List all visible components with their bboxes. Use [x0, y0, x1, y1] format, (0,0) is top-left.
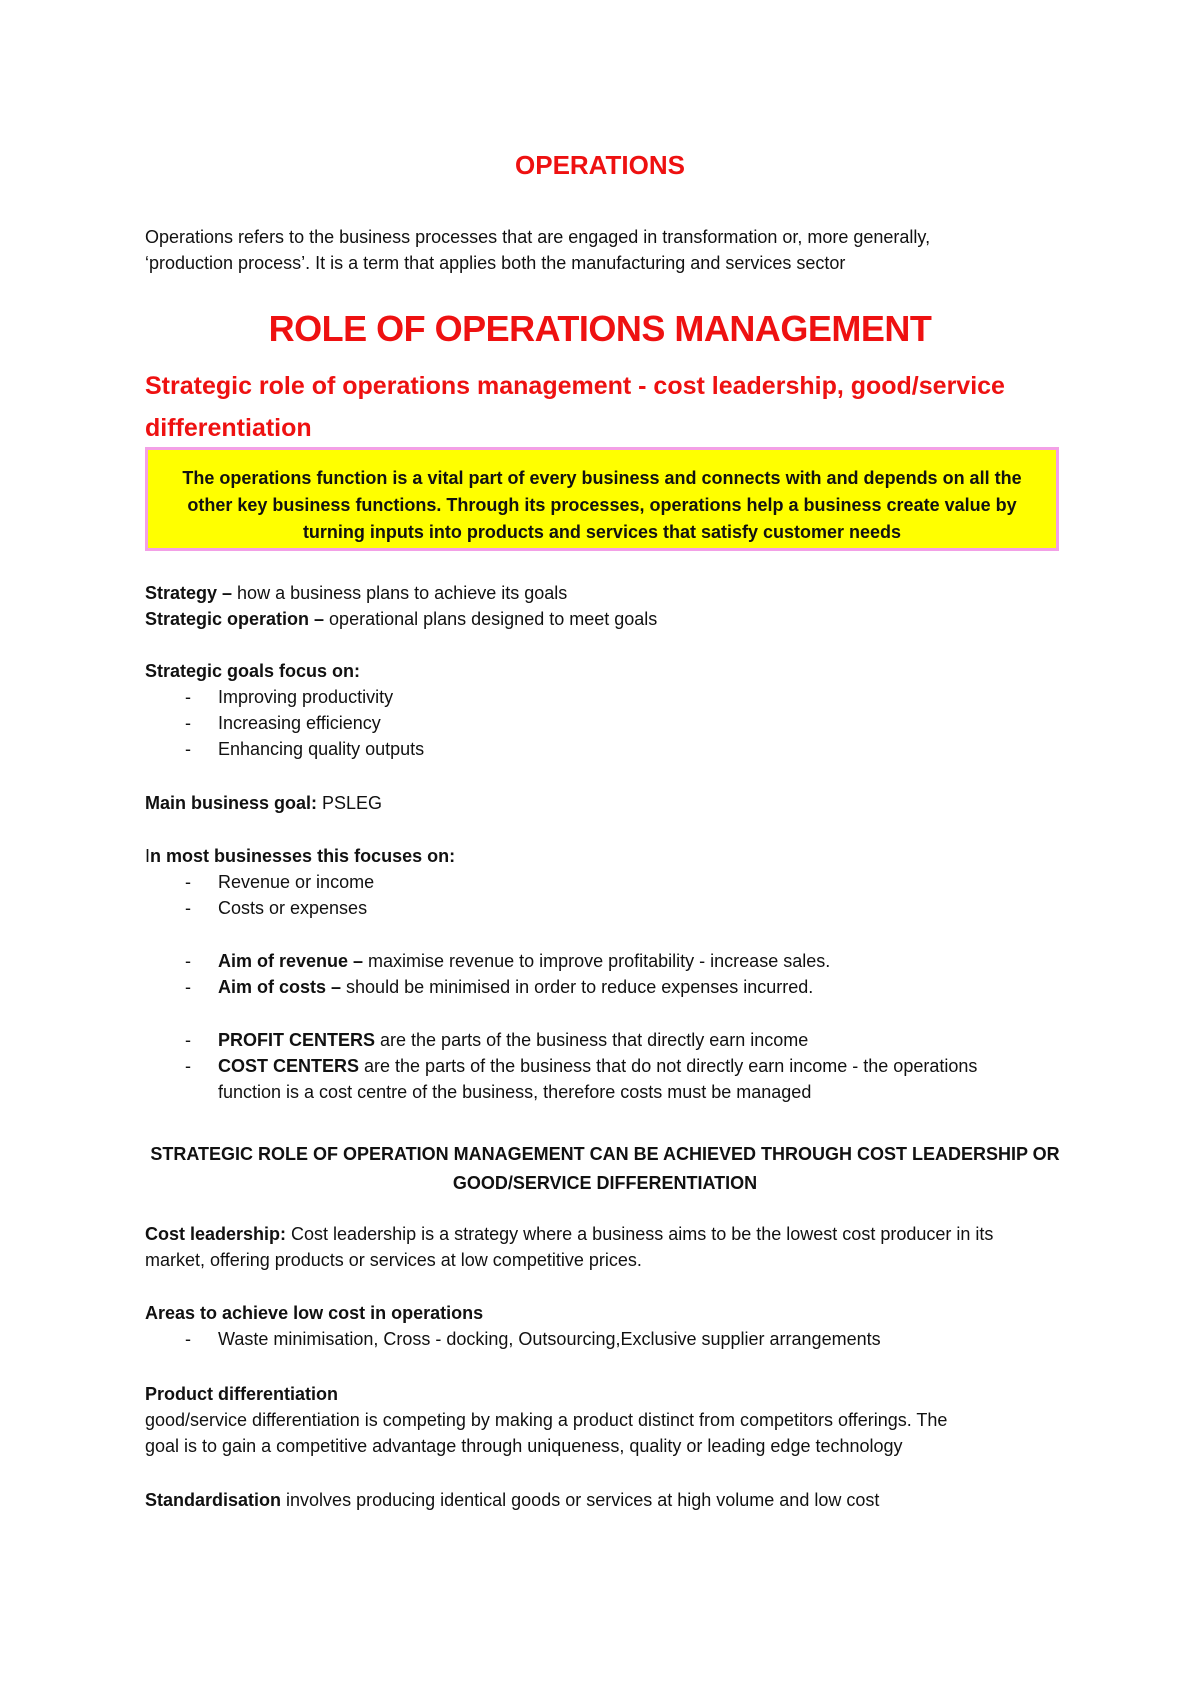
aim-of-costs-item: - Aim of costs – should be minimised in order to reduce expenses incurred. [145, 974, 1065, 1000]
statement-line-1: STRATEGIC ROLE OF OPERATION MANAGEMENT CAN BE ACHIEVED THROUGH COST LEADERSHIP OR [150, 1144, 1060, 1164]
definitions [145, 580, 1065, 632]
low-cost-areas-label: Areas to achieve low cost in operations [145, 1303, 484, 1323]
centers-section [145, 1027, 1065, 1105]
product-differentiation-line-1: good/service differentiation is competing by making a product distinct from competitors offerings. The [145, 1410, 948, 1430]
low-cost-areas-section [145, 1300, 1065, 1352]
strategic-heading-line-1: Strategic role of operations management - cost leadership, good/service [145, 372, 1005, 400]
list-item: - Enhancing quality outputs [145, 736, 1065, 762]
intro-line-1: Operations refers to the business processes that are engaged in transformation or, more generally, [145, 227, 931, 247]
cost-leadership-line-2: market, offering products or services at low competitive prices. [145, 1250, 642, 1270]
role-of-operations-title: ROLE OF OPERATIONS MANAGEMENT [268, 308, 932, 349]
list-item: - Increasing efficiency [145, 710, 1065, 736]
main-goal-label: Main business goal: [145, 793, 318, 813]
list-item: - Revenue or income [145, 869, 1065, 895]
list-item: - Improving productivity [145, 684, 1065, 710]
aim-of-revenue-item: - Aim of revenue – maximise revenue to improve profitability - increase sales. [145, 948, 1065, 974]
strategic-role-statement [145, 1140, 1065, 1198]
strategic-goals-section [145, 658, 1065, 762]
list-item: - Costs or expenses [145, 895, 1065, 921]
strategic-goals-label: Strategic goals focus on: [145, 661, 361, 681]
highlight-callout-box [145, 447, 1059, 551]
main-goal-line [145, 790, 1065, 816]
product-differentiation-section [145, 1381, 1065, 1459]
strategic-operation-text: operational plans designed to meet goals [324, 609, 658, 629]
most-businesses-list [145, 869, 1065, 921]
strategic-heading-line-2: differentiation [145, 414, 312, 442]
profit-centers-item: - PROFIT CENTERS are the parts of the business that directly earn income [145, 1027, 1065, 1053]
strategic-role-heading [145, 365, 1065, 449]
strategic-goals-list [145, 684, 1065, 762]
standardisation-section [145, 1487, 1065, 1513]
product-differentiation-line-2: goal is to gain a competitive advantage through uniqueness, quality or leading edge technology [145, 1436, 903, 1456]
cost-leadership-section [145, 1221, 1065, 1273]
cost-centers-item-continued: function is a cost centre of the business, therefore costs must be managed [218, 1082, 812, 1102]
main-goal-value: PSLEG [317, 793, 383, 813]
standardisation-label: Standardisation [145, 1490, 282, 1510]
main-goal-section [145, 790, 1065, 816]
most-businesses-section [145, 843, 1065, 921]
strategic-operation-definition [145, 606, 1065, 632]
intro-line-2: ‘production process’. It is a term that applies both the manufacturing and services sector [145, 253, 846, 273]
most-businesses-label: In most businesses this focuses on: [145, 846, 456, 866]
strategy-label: Strategy – [145, 583, 233, 603]
list-item: - Waste minimisation, Cross - docking, Outsourcing,Exclusive supplier arrangements [145, 1326, 1065, 1352]
callout-line-1: The operations function is a vital part of every business and connects with and depends on all the [182, 468, 1022, 488]
strategic-operation-label: Strategic operation – [145, 609, 325, 629]
operations-heading: OPERATIONS [515, 150, 685, 180]
callout-line-2: other key business functions. Through its processes, operations help a business create value by [187, 495, 1017, 515]
statement-line-2: GOOD/SERVICE DIFFERENTIATION [452, 1173, 758, 1193]
strategy-text: how a business plans to achieve its goals [232, 583, 568, 603]
intro-paragraph [145, 224, 1065, 276]
cost-leadership-line-1: Cost leadership: Cost leadership is a strategy where a business aims to be the lowest cost producer in its [145, 1224, 994, 1244]
aims-section [145, 948, 1065, 1000]
cost-leadership-label: Cost leadership: [145, 1224, 287, 1244]
product-differentiation-label: Product differentiation [145, 1384, 338, 1404]
cost-centers-item: - COST CENTERS are the parts of the business that do not directly earn income - the operations [145, 1053, 1065, 1079]
standardisation-line: Standardisation involves producing identical goods or services at high volume and low cost [145, 1490, 880, 1510]
strategy-definition [145, 580, 1065, 606]
callout-line-3: turning inputs into products and services that satisfy customer needs [302, 522, 902, 542]
